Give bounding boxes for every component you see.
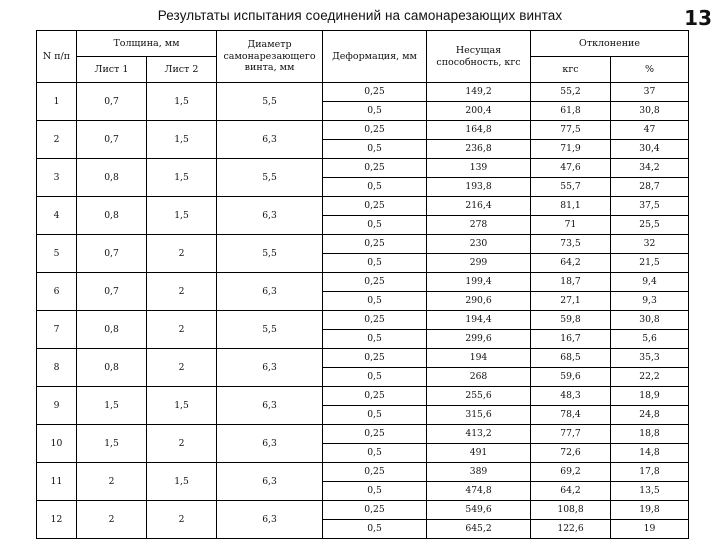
cell-sheet2: 2 — [147, 235, 217, 273]
cell-sheet2: 1,5 — [147, 463, 217, 501]
cell-capacity: 199,4 — [427, 273, 531, 292]
cell-deviation-pct: 18,9 — [611, 387, 689, 406]
cell-sheet1: 0,8 — [77, 349, 147, 387]
cell-capacity: 139 — [427, 159, 531, 178]
cell-deviation-pct: 9,3 — [611, 292, 689, 311]
cell-deviation-kgs: 77,5 — [531, 121, 611, 140]
cell-deviation-kgs: 27,1 — [531, 292, 611, 311]
cell-deviation-kgs: 71,9 — [531, 140, 611, 159]
cell-deviation-pct: 14,8 — [611, 444, 689, 463]
cell-diameter: 6,3 — [217, 273, 323, 311]
cell-capacity: 236,8 — [427, 140, 531, 159]
cell-capacity: 491 — [427, 444, 531, 463]
cell-sheet2: 1,5 — [147, 121, 217, 159]
cell-capacity: 278 — [427, 216, 531, 235]
table-row — [37, 83, 689, 102]
cell-deviation-kgs: 59,8 — [531, 311, 611, 330]
cell-deformation: 0,25 — [323, 197, 427, 216]
cell-deviation-pct: 25,5 — [611, 216, 689, 235]
cell-deformation: 0,5 — [323, 216, 427, 235]
cell-deformation: 0,5 — [323, 330, 427, 349]
cell-capacity: 315,6 — [427, 406, 531, 425]
table-row — [37, 235, 689, 254]
header-deformation: Деформация, мм — [323, 31, 427, 83]
cell-deviation-pct: 24,8 — [611, 406, 689, 425]
cell-diameter: 6,3 — [217, 463, 323, 501]
cell-capacity: 299 — [427, 254, 531, 273]
cell-deformation: 0,5 — [323, 444, 427, 463]
cell-num: 10 — [37, 425, 77, 463]
cell-num: 4 — [37, 197, 77, 235]
cell-deformation: 0,25 — [323, 235, 427, 254]
cell-deformation: 0,5 — [323, 102, 427, 121]
header-sheet2: Лист 2 — [147, 57, 217, 83]
table-row — [37, 463, 689, 482]
cell-deformation: 0,25 — [323, 273, 427, 292]
cell-deviation-pct: 19 — [611, 520, 689, 539]
cell-deformation: 0,25 — [323, 159, 427, 178]
cell-sheet1: 2 — [77, 501, 147, 539]
cell-sheet1: 0,8 — [77, 197, 147, 235]
cell-capacity: 164,8 — [427, 121, 531, 140]
cell-deviation-pct: 37 — [611, 83, 689, 102]
cell-num: 1 — [37, 83, 77, 121]
cell-capacity: 230 — [427, 235, 531, 254]
cell-diameter: 6,3 — [217, 501, 323, 539]
header-dev-pct: % — [611, 57, 689, 83]
cell-sheet1: 2 — [77, 463, 147, 501]
cell-deviation-pct: 32 — [611, 235, 689, 254]
table-row — [37, 197, 689, 216]
cell-deviation-kgs: 55,7 — [531, 178, 611, 197]
cell-diameter: 5,5 — [217, 311, 323, 349]
cell-sheet2: 2 — [147, 349, 217, 387]
cell-deviation-kgs: 16,7 — [531, 330, 611, 349]
cell-diameter: 6,3 — [217, 387, 323, 425]
cell-capacity: 200,4 — [427, 102, 531, 121]
cell-capacity: 193,8 — [427, 178, 531, 197]
cell-deformation: 0,25 — [323, 387, 427, 406]
cell-capacity: 255,6 — [427, 387, 531, 406]
cell-deformation: 0,5 — [323, 406, 427, 425]
cell-sheet2: 2 — [147, 425, 217, 463]
cell-deviation-kgs: 122,6 — [531, 520, 611, 539]
cell-sheet1: 0,8 — [77, 159, 147, 197]
cell-sheet2: 1,5 — [147, 83, 217, 121]
table-row — [37, 121, 689, 140]
cell-diameter: 5,5 — [217, 235, 323, 273]
table-row — [37, 349, 689, 368]
cell-deviation-kgs: 73,5 — [531, 235, 611, 254]
cell-deviation-kgs: 64,2 — [531, 482, 611, 501]
table-row — [37, 501, 689, 520]
cell-sheet2: 2 — [147, 311, 217, 349]
cell-deformation: 0,25 — [323, 349, 427, 368]
cell-num: 11 — [37, 463, 77, 501]
header-thickness: Толщина, мм — [77, 31, 217, 57]
cell-num: 2 — [37, 121, 77, 159]
cell-deviation-pct: 9,4 — [611, 273, 689, 292]
cell-deformation: 0,5 — [323, 140, 427, 159]
table-row — [37, 387, 689, 406]
cell-diameter: 5,5 — [217, 83, 323, 121]
cell-sheet1: 1,5 — [77, 387, 147, 425]
table-row — [37, 311, 689, 330]
cell-deformation: 0,5 — [323, 368, 427, 387]
cell-sheet1: 0,7 — [77, 83, 147, 121]
cell-deformation: 0,5 — [323, 178, 427, 197]
cell-deviation-pct: 47 — [611, 121, 689, 140]
cell-deviation-pct: 5,6 — [611, 330, 689, 349]
cell-capacity: 413,2 — [427, 425, 531, 444]
cell-deviation-pct: 37,5 — [611, 197, 689, 216]
cell-deviation-kgs: 47,6 — [531, 159, 611, 178]
cell-diameter: 6,3 — [217, 349, 323, 387]
cell-deformation: 0,25 — [323, 121, 427, 140]
cell-capacity: 389 — [427, 463, 531, 482]
header-diameter: Диаметр самонарезающего винта, мм — [217, 31, 323, 83]
cell-deformation: 0,25 — [323, 83, 427, 102]
cell-deformation: 0,25 — [323, 463, 427, 482]
cell-deviation-pct: 30,8 — [611, 311, 689, 330]
cell-deviation-pct: 13,5 — [611, 482, 689, 501]
cell-deviation-pct: 30,8 — [611, 102, 689, 121]
cell-deviation-pct: 21,5 — [611, 254, 689, 273]
page-title: Результаты испытания соединений на самонарезающих винтах — [157, 8, 563, 23]
cell-diameter: 5,5 — [217, 159, 323, 197]
cell-deviation-pct: 19,8 — [611, 501, 689, 520]
cell-deformation: 0,5 — [323, 292, 427, 311]
cell-capacity: 290,6 — [427, 292, 531, 311]
cell-deviation-kgs: 55,2 — [531, 83, 611, 102]
header-sheet1: Лист 1 — [77, 57, 147, 83]
cell-deviation-pct: 18,8 — [611, 425, 689, 444]
cell-deviation-kgs: 18,7 — [531, 273, 611, 292]
cell-deviation-kgs: 72,6 — [531, 444, 611, 463]
cell-deformation: 0,5 — [323, 254, 427, 273]
cell-deviation-pct: 28,7 — [611, 178, 689, 197]
cell-sheet2: 1,5 — [147, 387, 217, 425]
cell-deviation-kgs: 64,2 — [531, 254, 611, 273]
page-number: 13 — [684, 6, 712, 30]
cell-diameter: 6,3 — [217, 425, 323, 463]
cell-deviation-pct: 35,3 — [611, 349, 689, 368]
cell-deviation-pct: 34,2 — [611, 159, 689, 178]
header-capacity: Несущая способность, кгс — [427, 31, 531, 83]
cell-num: 5 — [37, 235, 77, 273]
cell-capacity: 474,8 — [427, 482, 531, 501]
table-row — [37, 159, 689, 178]
cell-deformation: 0,5 — [323, 520, 427, 539]
cell-deviation-pct: 17,8 — [611, 463, 689, 482]
header-dev-kgs: кгс — [531, 57, 611, 83]
cell-sheet1: 0,7 — [77, 235, 147, 273]
cell-deviation-kgs: 78,4 — [531, 406, 611, 425]
cell-capacity: 299,6 — [427, 330, 531, 349]
cell-sheet2: 2 — [147, 273, 217, 311]
header-deviation: Отклонение — [531, 31, 689, 57]
cell-capacity: 645,2 — [427, 520, 531, 539]
cell-deviation-kgs: 77,7 — [531, 425, 611, 444]
cell-capacity: 216,4 — [427, 197, 531, 216]
cell-sheet2: 2 — [147, 501, 217, 539]
cell-num: 7 — [37, 311, 77, 349]
table-row — [37, 273, 689, 292]
cell-capacity: 194 — [427, 349, 531, 368]
results-table — [36, 30, 689, 539]
cell-num: 3 — [37, 159, 77, 197]
cell-deformation: 0,25 — [323, 311, 427, 330]
cell-deviation-kgs: 61,8 — [531, 102, 611, 121]
cell-deviation-kgs: 48,3 — [531, 387, 611, 406]
table-row — [37, 425, 689, 444]
cell-deviation-kgs: 81,1 — [531, 197, 611, 216]
cell-deviation-kgs: 108,8 — [531, 501, 611, 520]
cell-sheet1: 0,8 — [77, 311, 147, 349]
cell-capacity: 268 — [427, 368, 531, 387]
cell-sheet2: 1,5 — [147, 159, 217, 197]
table-body — [37, 83, 689, 539]
header-num: N п/п — [37, 31, 77, 83]
cell-deviation-kgs: 71 — [531, 216, 611, 235]
cell-capacity: 149,2 — [427, 83, 531, 102]
cell-sheet1: 0,7 — [77, 121, 147, 159]
cell-deviation-kgs: 69,2 — [531, 463, 611, 482]
cell-deviation-kgs: 59,6 — [531, 368, 611, 387]
cell-deformation: 0,25 — [323, 425, 427, 444]
cell-diameter: 6,3 — [217, 121, 323, 159]
cell-deviation-kgs: 68,5 — [531, 349, 611, 368]
cell-deviation-pct: 30,4 — [611, 140, 689, 159]
cell-deformation: 0,25 — [323, 501, 427, 520]
cell-num: 12 — [37, 501, 77, 539]
cell-num: 8 — [37, 349, 77, 387]
cell-num: 9 — [37, 387, 77, 425]
cell-sheet1: 0,7 — [77, 273, 147, 311]
cell-sheet1: 1,5 — [77, 425, 147, 463]
cell-num: 6 — [37, 273, 77, 311]
cell-diameter: 6,3 — [217, 197, 323, 235]
cell-capacity: 194,4 — [427, 311, 531, 330]
cell-deviation-pct: 22,2 — [611, 368, 689, 387]
cell-deformation: 0,5 — [323, 482, 427, 501]
cell-capacity: 549,6 — [427, 501, 531, 520]
cell-sheet2: 1,5 — [147, 197, 217, 235]
